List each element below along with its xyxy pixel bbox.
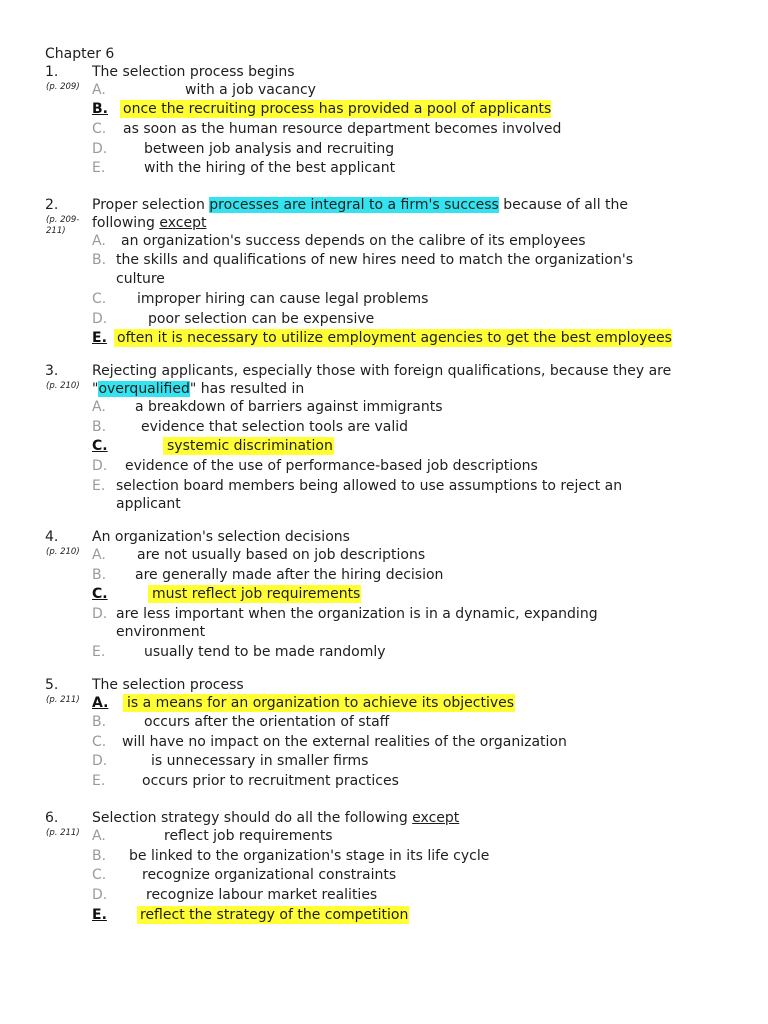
correct-answer-highlight: must reflect job requirements [148,585,361,603]
option-letter: C. [92,121,107,137]
option-text: are not usually based on job descriptions [137,547,426,563]
question-stem: The selection process begins [92,64,295,80]
page-reference: (p. 211) [46,828,80,838]
correct-option-letter: C. [92,438,108,454]
option-text: occurs prior to recruitment practices [142,773,399,789]
option-text: selection board members being allowed to use assumptions to reject an [116,478,623,494]
question-stem-line-2: following except [92,215,207,231]
option-letter: A. [92,82,106,98]
option-letter: A. [92,547,106,563]
option-letter: E. [92,773,106,789]
option-letter: A. [92,399,106,415]
option-text: recognize organizational constraints [142,867,397,883]
option-letter: D. [92,753,108,769]
question-number: 6. [45,810,59,826]
question-stem: Selection strategy should do all the following except [92,810,460,826]
question-number: 5. [45,677,59,693]
option-letter: C. [92,734,107,750]
key-phrase-highlight: overqualified [98,381,190,397]
page-reference: (p. 209) [46,82,80,92]
option-text: occurs after the orientation of staff [144,714,390,730]
option-text: will have no impact on the external realities of the organization [122,734,567,750]
option-text: a breakdown of barriers against immigrants [135,399,443,415]
question-number: 2. [45,197,59,213]
option-letter: C. [92,867,107,883]
option-letter: A. [92,828,106,844]
correct-answer-highlight: is a means for an organization to achieve its objectives [123,694,515,712]
option-letter: D. [92,311,108,327]
except-underline: except [159,215,207,231]
option-text-continued: environment [116,624,206,640]
correct-option-letter: A. [92,695,109,711]
option-letter: B. [92,714,107,730]
option-letter: B. [92,419,107,435]
option-text: be linked to the organization's stage in its life cycle [129,848,490,864]
page-reference: (p. 209- [46,215,80,225]
page-reference: (p. 211) [46,695,80,705]
option-letter: E. [92,160,106,176]
option-text-continued: applicant [116,496,181,512]
option-text: as soon as the human resource department becomes involved [123,121,562,137]
correct-option-letter: E. [92,907,107,923]
chapter-heading: Chapter 6 [45,46,115,62]
correct-option-letter: E. [92,330,107,346]
correct-answer-highlight: once the recruiting process has provided a pool of applicants [120,100,551,118]
question-stem: Rejecting applicants, especially those with foreign qualifications, because they are [92,363,672,379]
except-underline: except [412,810,460,826]
option-letter: D. [92,887,108,903]
correct-answer-highlight: reflect the strategy of the competition [137,906,409,924]
option-text: the skills and qualifications of new hires need to match the organization's [116,252,633,268]
option-letter: B. [92,252,107,268]
option-text: poor selection can be expensive [148,311,375,327]
option-letter: D. [92,141,108,157]
option-letter: E. [92,644,106,660]
option-text: reflect job requirements [164,828,333,844]
option-text: between job analysis and recruiting [144,141,395,157]
option-text: an organization's success depends on the calibre of its employees [121,233,586,249]
page-reference: 211) [46,226,66,236]
option-text: improper hiring can cause legal problems [137,291,429,307]
option-letter: B. [92,567,107,583]
option-text: is unnecessary in smaller firms [151,753,369,769]
correct-option-letter: B. [92,101,108,117]
option-text: recognize labour market realities [146,887,378,903]
option-letter: C. [92,291,107,307]
question-number: 3. [45,363,59,379]
option-letter: A. [92,233,106,249]
correct-option-letter: C. [92,586,108,602]
page-reference: (p. 210) [46,547,80,557]
option-letter: D. [92,458,108,474]
question-number: 4. [45,529,59,545]
option-text: with a job vacancy [185,82,316,98]
option-text: evidence that selection tools are valid [141,419,409,435]
option-text: are less important when the organization is in a dynamic, expanding [116,606,598,622]
page-reference: (p. 210) [46,381,80,391]
correct-answer-highlight: often it is necessary to utilize employment agencies to get the best employees [114,329,672,347]
option-text: usually tend to be made randomly [144,644,386,660]
question-number: 1. [45,64,59,80]
option-text: are generally made after the hiring decision [135,567,444,583]
option-letter: E. [92,478,106,494]
key-phrase-highlight: processes are integral to a firm's success [209,197,499,213]
question-stem: The selection process [92,677,244,693]
question-stem: Proper selection processes are integral to a firm's success because of all the [92,197,629,213]
option-letter: B. [92,848,107,864]
question-stem: An organization's selection decisions [92,529,350,545]
option-text: evidence of the use of performance-based job descriptions [125,458,538,474]
question-stem-line-2: "overqualified" has resulted in [92,381,305,397]
option-text: with the hiring of the best applicant [144,160,396,176]
option-letter: D. [92,606,108,622]
option-text-continued: culture [116,271,165,287]
correct-answer-highlight: systemic discrimination [163,437,334,455]
